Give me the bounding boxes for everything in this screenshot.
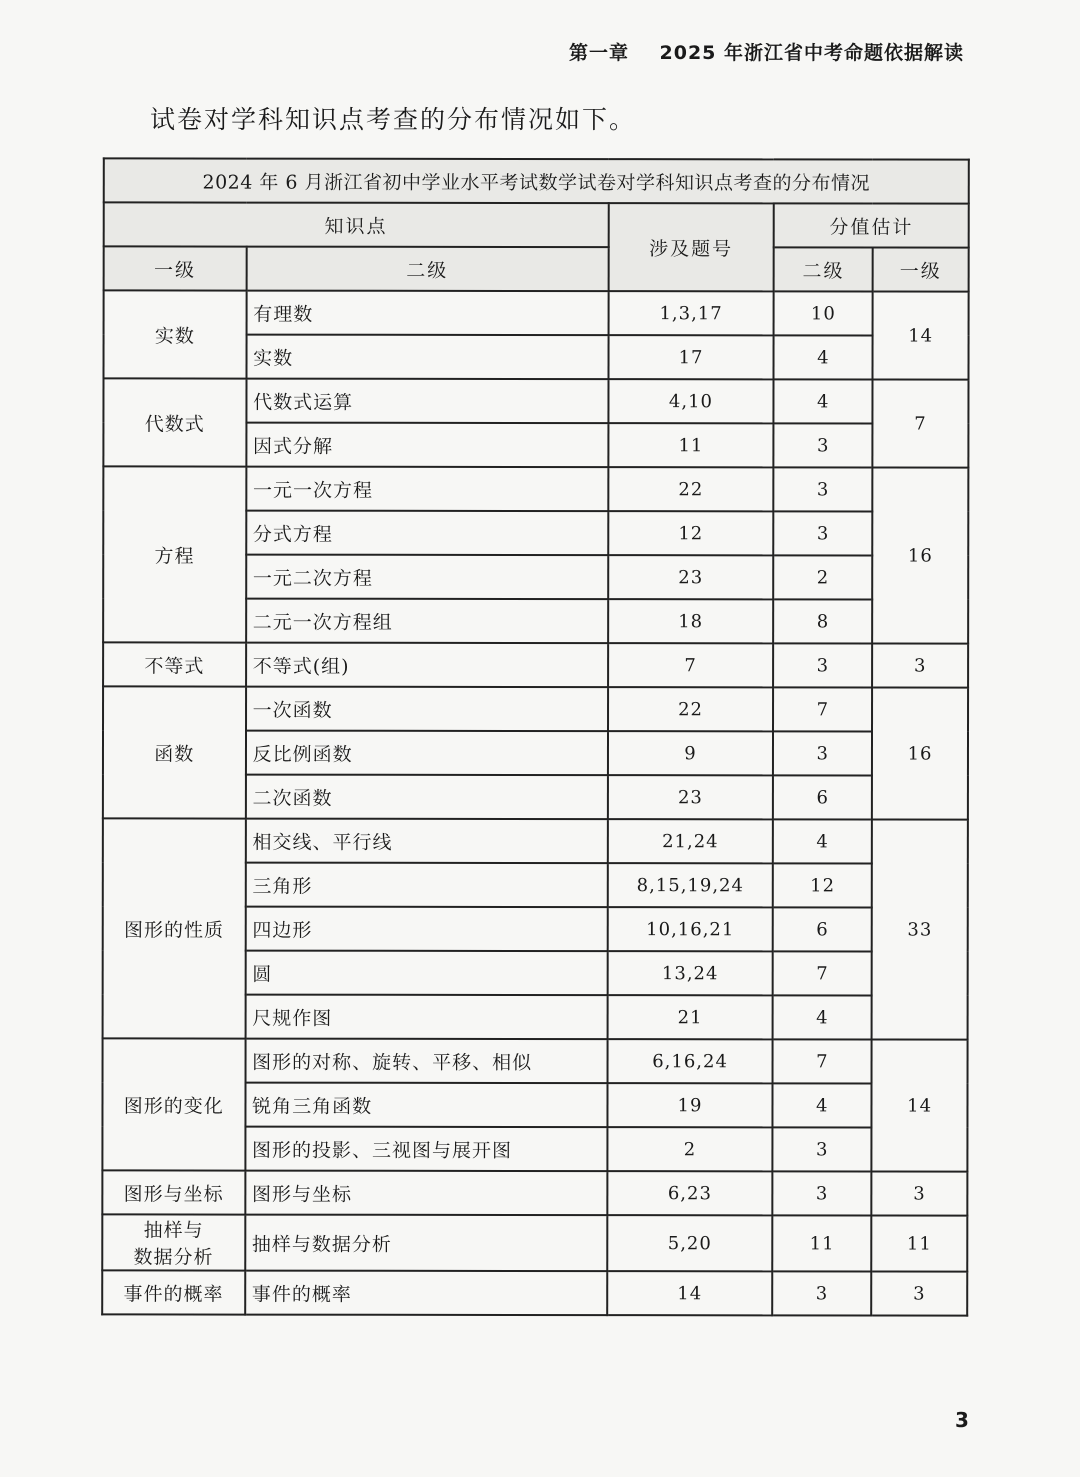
level2-score: 4 <box>773 995 872 1039</box>
question-numbers: 22 <box>608 687 774 731</box>
level1-category: 图形的变化 <box>102 1038 245 1170</box>
question-numbers: 21 <box>607 995 773 1039</box>
header-score-level2: 二级 <box>774 247 873 291</box>
level1-score: 3 <box>872 643 968 687</box>
question-numbers: 14 <box>607 1271 773 1315</box>
question-numbers: 2 <box>607 1127 773 1171</box>
level2-score: 4 <box>774 335 873 379</box>
level1-category <box>102 1214 245 1270</box>
question-numbers: 1,3,17 <box>608 291 774 335</box>
level2-score: 3 <box>774 467 873 511</box>
question-numbers: 4,10 <box>608 379 774 423</box>
level2-topic: 实数 <box>246 335 608 380</box>
question-numbers: 17 <box>608 335 774 379</box>
question-numbers: 6,16,24 <box>607 1039 773 1083</box>
level1-score: 3 <box>872 1171 968 1215</box>
level2-score: 8 <box>774 599 873 643</box>
level1-category: 实数 <box>104 290 247 378</box>
level2-topic: 三角形 <box>245 863 607 908</box>
question-numbers: 6,23 <box>607 1171 773 1215</box>
level2-topic: 不等式(组) <box>246 643 608 688</box>
level2-topic: 一元一次方程 <box>246 467 608 512</box>
level1-category: 方程 <box>103 466 246 642</box>
level2-score: 3 <box>773 1271 872 1315</box>
level2-score: 6 <box>773 775 872 819</box>
level1-score: 33 <box>872 819 968 1039</box>
question-numbers: 23 <box>607 775 773 819</box>
level2-topic: 事件的概率 <box>245 1271 607 1316</box>
level2-topic: 分式方程 <box>246 511 608 556</box>
header-questions: 涉及题号 <box>608 203 774 291</box>
table-row <box>102 1214 967 1271</box>
table-row <box>103 1038 968 1083</box>
chapter-label: 第一章 <box>569 42 630 64</box>
header-level2: 二级 <box>246 247 608 292</box>
level2-topic: 抽样与数据分析 <box>245 1215 607 1272</box>
question-numbers: 12 <box>608 511 774 555</box>
level1-score: 16 <box>872 467 968 643</box>
level2-score: 3 <box>773 1127 872 1171</box>
level1-score: 14 <box>873 291 969 379</box>
header-score-level1: 一级 <box>873 247 969 291</box>
table-row <box>102 1270 967 1315</box>
level2-topic: 二元一次方程组 <box>246 599 608 644</box>
level1-category: 不等式 <box>103 642 246 686</box>
intro-text: 试卷对学科知识点考查的分布情况如下。 <box>150 105 637 134</box>
header-score: 分值估计 <box>774 203 969 247</box>
page-number: 3 <box>955 1408 969 1432</box>
level2-score: 7 <box>773 951 872 995</box>
level2-topic: 一元二次方程 <box>246 555 608 600</box>
level2-score: 6 <box>773 907 872 951</box>
level1-score: 16 <box>872 687 968 819</box>
question-numbers: 21,24 <box>607 819 773 863</box>
question-numbers: 22 <box>608 467 774 511</box>
level2-score: 10 <box>774 291 873 335</box>
level2-topic: 相交线、平行线 <box>245 819 607 864</box>
level2-score: 4 <box>774 379 873 423</box>
question-numbers: 13,24 <box>607 951 773 995</box>
level1-category-line: 抽样与 <box>143 1219 204 1242</box>
table-row <box>103 466 968 511</box>
question-numbers: 23 <box>608 555 774 599</box>
level2-topic: 图形的对称、旋转、平移、相似 <box>245 1039 607 1084</box>
table-row <box>103 818 968 863</box>
distribution-table <box>101 157 970 1316</box>
level2-score: 12 <box>773 863 872 907</box>
level2-score: 4 <box>773 1083 872 1127</box>
level2-topic: 尺规作图 <box>245 995 607 1040</box>
header-level1: 一级 <box>104 246 247 290</box>
level2-score: 3 <box>773 1171 872 1215</box>
level1-category: 代数式 <box>103 378 246 466</box>
level2-score: 4 <box>773 819 872 863</box>
table-row <box>103 642 968 687</box>
level2-score: 3 <box>773 731 872 775</box>
level1-category: 图形的性质 <box>103 818 246 1038</box>
table-row <box>102 1170 967 1215</box>
level1-score: 7 <box>873 379 969 467</box>
level2-score: 3 <box>773 643 872 687</box>
level2-topic: 锐角三角函数 <box>245 1083 607 1128</box>
level1-category: 图形与坐标 <box>102 1170 245 1214</box>
running-header <box>569 38 964 65</box>
level2-score: 3 <box>774 423 873 467</box>
level2-topic: 因式分解 <box>246 423 608 468</box>
question-numbers: 18 <box>608 599 774 643</box>
level1-score: 3 <box>871 1271 967 1315</box>
level2-topic: 有理数 <box>246 291 608 336</box>
level1-category: 函数 <box>103 686 246 818</box>
question-numbers: 19 <box>607 1083 773 1127</box>
header-row-1 <box>104 202 969 247</box>
level2-topic: 图形的投影、三视图与展开图 <box>245 1127 607 1172</box>
level1-category-line: 数据分析 <box>133 1246 214 1269</box>
table-row <box>103 686 968 731</box>
question-numbers: 10,16,21 <box>607 907 773 951</box>
level2-topic: 图形与坐标 <box>245 1171 607 1216</box>
table-title-row <box>104 158 969 203</box>
level1-category: 事件的概率 <box>102 1270 245 1314</box>
header-row-2 <box>104 246 969 291</box>
table-row <box>103 378 968 423</box>
level2-topic: 反比例函数 <box>246 731 608 776</box>
level2-score: 7 <box>773 1039 872 1083</box>
level2-score: 7 <box>773 687 872 731</box>
level2-topic: 代数式运算 <box>246 379 608 424</box>
level2-topic: 四边形 <box>245 907 607 952</box>
question-numbers: 11 <box>608 423 774 467</box>
level2-topic: 二次函数 <box>245 775 607 820</box>
level2-score: 2 <box>774 555 873 599</box>
question-numbers: 5,20 <box>607 1215 773 1271</box>
table-title: 2024 年 6 月浙江省初中学业水平考试数学试卷对学科知识点考查的分布情况 <box>104 158 969 203</box>
level2-score: 3 <box>774 511 873 555</box>
table-row <box>104 290 969 335</box>
level1-score: 11 <box>871 1215 967 1271</box>
level2-topic: 一次函数 <box>246 687 608 732</box>
level2-topic: 圆 <box>245 951 607 996</box>
level2-score: 11 <box>773 1215 872 1271</box>
chapter-title: 2025 年浙江省中考命题依据解读 <box>659 42 964 64</box>
header-knowledge: 知识点 <box>104 202 609 247</box>
level1-score: 14 <box>872 1039 968 1171</box>
question-numbers: 9 <box>608 731 774 775</box>
question-numbers: 8,15,19,24 <box>607 863 773 907</box>
question-numbers: 7 <box>608 643 774 687</box>
